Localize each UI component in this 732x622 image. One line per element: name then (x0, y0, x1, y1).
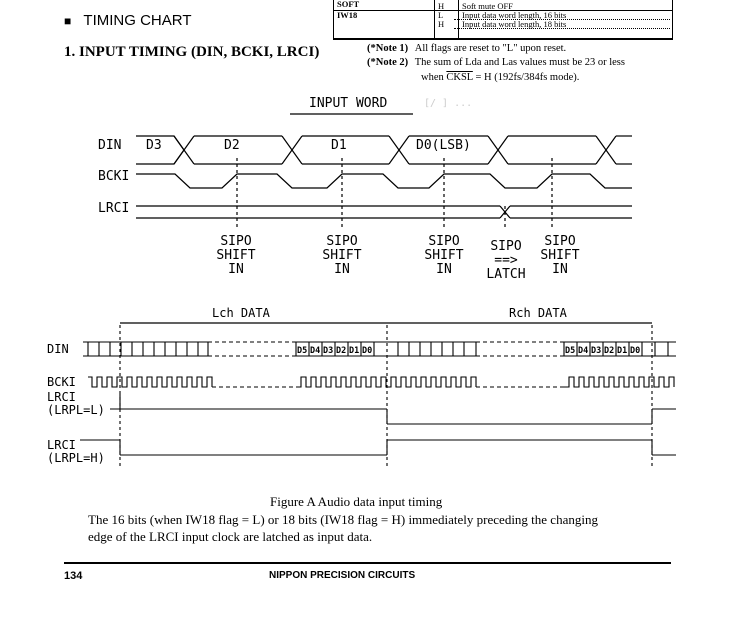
table-row: H Input data word length, 18 bits (438, 19, 567, 29)
event-3-l2: ==> (494, 253, 518, 268)
lrpl-h-label: (LRPL=H) (47, 451, 105, 465)
din-label-1: DIN (98, 138, 122, 153)
l-bit-d3: D3 (323, 346, 334, 356)
event-0-l1: SIPO (220, 234, 252, 249)
figure-caption-line1: The 16 bits (when IW18 flag = L) or 18 bits (IW18 flag = H) immediately preceding the changing (88, 512, 598, 527)
event-4-l1: SIPO (544, 234, 576, 249)
table-row: H Soft mute OFF (438, 1, 514, 11)
lrci-label-3: LRCI (47, 438, 76, 452)
event-1-l1: SIPO (326, 234, 358, 249)
lrci-label-2: LRCI (47, 390, 76, 404)
table-row: IW18 L Input data word length, 16 bits (337, 10, 567, 20)
din-label-2: DIN (47, 342, 69, 356)
event-4-l2: SHIFT (540, 248, 580, 263)
rch-data-label: Rch DATA (509, 306, 567, 320)
event-1-l2: SHIFT (322, 248, 362, 263)
r-bit-d0: D0 (630, 346, 641, 356)
note-2-continuation: when CKSL = H (192fs/384fs mode). (421, 72, 580, 83)
event-2-l2: SHIFT (424, 248, 464, 263)
l-bit-d5: D5 (297, 346, 308, 356)
r-bit-d1: D1 (617, 346, 628, 356)
table-row: SOFT (337, 0, 360, 9)
din-bit-d0: D0(LSB) (416, 138, 471, 153)
note-1: (*Note 1) All flags are reset to "L" upon reset. (367, 43, 567, 54)
bcki-label-1: BCKI (98, 169, 130, 184)
event-3-l3: LATCH (486, 267, 526, 282)
lrpl-l-label: (LRPL=L) (47, 403, 105, 417)
lch-data-label: Lch DATA (212, 306, 270, 320)
footer-rule (64, 562, 671, 564)
din-bit-d3: D3 (146, 138, 162, 153)
bcki-label-2: BCKI (47, 375, 76, 389)
event-4-l3: IN (552, 262, 568, 277)
input-word-title: INPUT WORD (309, 96, 388, 111)
l-bit-d1: D1 (349, 346, 360, 356)
page-number: 134 (64, 570, 83, 582)
event-2-l1: SIPO (428, 234, 460, 249)
l-bit-d4: D4 (310, 346, 321, 356)
event-0-l3: IN (228, 262, 244, 277)
note-2: (*Note 2) The sum of Lda and Las values must be 23 or less (367, 57, 625, 68)
r-bit-d4: D4 (578, 346, 589, 356)
lrci-label-1: LRCI (98, 201, 130, 216)
l-bit-d2: D2 (336, 346, 347, 356)
section-title: TIMING CHART (83, 12, 192, 29)
subsection-title: 1. INPUT TIMING (DIN, BCKI, LRCI) (64, 44, 320, 60)
figure-caption-title: Figure A Audio data input timing (270, 494, 443, 509)
faint-mark: [/ ] ... (424, 98, 473, 109)
event-3-l1: SIPO (490, 239, 522, 254)
din-bit-d1: D1 (331, 138, 347, 153)
din-bit-d2: D2 (224, 138, 240, 153)
r-bit-d5: D5 (565, 346, 576, 356)
r-bit-d3: D3 (591, 346, 602, 356)
section-heading (64, 12, 191, 29)
figure-caption-line2: edge of the LRCI input clock are latched as input data. (88, 529, 373, 544)
audio-frame-timing-diagram (0, 325, 732, 475)
flag-table (333, 0, 673, 40)
l-bit-d0: D0 (362, 346, 373, 356)
footer-company: NIPPON PRECISION CIRCUITS (269, 570, 416, 581)
event-0-l2: SHIFT (216, 248, 256, 263)
r-bit-d2: D2 (604, 346, 615, 356)
bullet-icon: ■ (64, 14, 72, 28)
event-1-l3: IN (334, 262, 350, 277)
event-2-l3: IN (436, 262, 452, 277)
